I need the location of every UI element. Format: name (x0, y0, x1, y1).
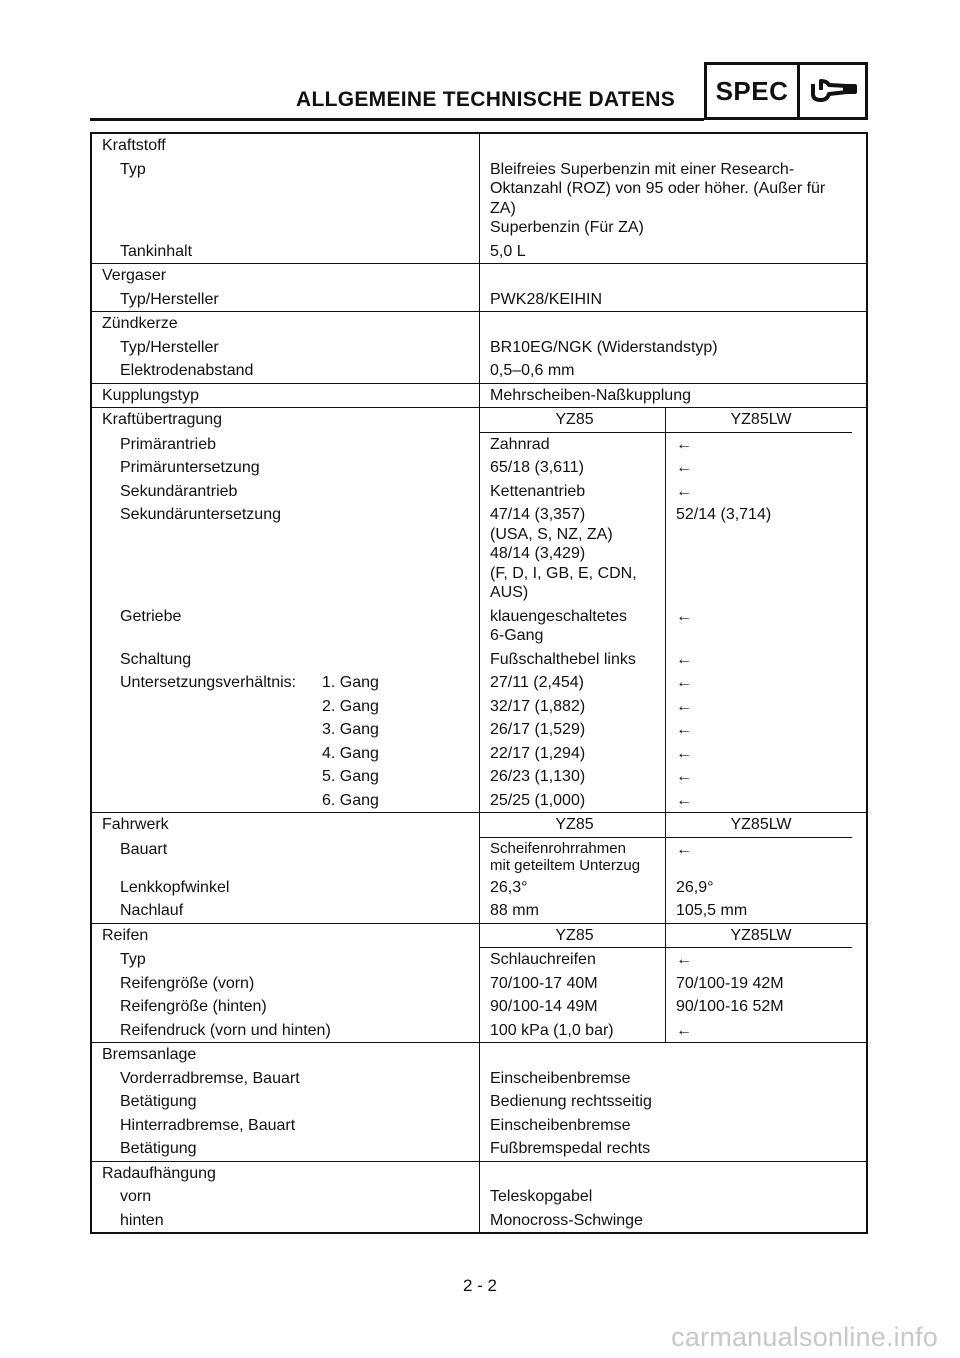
row-value: ← (676, 650, 692, 668)
group-label: Fahrwerk (92, 813, 480, 838)
row-value: 32/17 (1,882) (480, 695, 666, 719)
page-title: ALLGEMEINE TECHNISCHE DATENS (296, 88, 676, 111)
row-value: 105,5 mm (676, 902, 748, 919)
row-value: 65/18 (3,611) (480, 456, 666, 480)
spec-label: SPEC (707, 65, 800, 117)
group-label: Kraftübertragung (92, 408, 480, 433)
group-bremsanlage (92, 1043, 866, 1162)
watermark: carmanualsonline.info (671, 1322, 938, 1352)
row-label: Vorderradbremse, Bauart (92, 1067, 480, 1091)
row-value: ← (676, 607, 692, 625)
row-value: ← (676, 482, 692, 500)
spec-table (90, 132, 868, 1234)
row-value: 100 kPa (1,0 bar) (480, 1019, 666, 1043)
row-value: 90/100-14 49M (480, 995, 666, 1019)
row-value: Schlauchreifen (480, 948, 666, 972)
row-label: 6. Gang (92, 789, 480, 813)
row-value: ← (676, 840, 692, 858)
row-label: 4. Gang (92, 742, 480, 766)
group-vergaser (92, 264, 866, 312)
row-label: hinten (92, 1209, 480, 1233)
row-label: Typ (92, 158, 480, 240)
row-label: Sekundäruntersetzung (92, 503, 480, 605)
row-label: Betätigung (92, 1137, 480, 1161)
row-value: 22/17 (1,294) (480, 742, 666, 766)
row-value: 88 mm (480, 899, 666, 923)
row-value: 26/17 (1,529) (480, 718, 666, 742)
row-value: Kettenantrieb (480, 480, 666, 504)
group-label: Kraftstoff (92, 134, 480, 158)
group-kupplung (92, 384, 866, 409)
row-value: klauengeschaltetes 6-Gang (480, 605, 666, 648)
row-label: vorn (92, 1185, 480, 1209)
row-value: ← (676, 435, 692, 453)
row-label: Primäruntersetzung (92, 456, 480, 480)
row-value: ← (676, 721, 692, 738)
row-value: 27/11 (2,454) (480, 671, 666, 695)
row-value: ← (676, 459, 692, 476)
row-value: 26,3° (480, 876, 666, 900)
row-label: 2. Gang (92, 695, 480, 719)
row-label: Getriebe (92, 605, 480, 648)
row-value: BR10EG/NGK (Widerstandstyp) (490, 338, 718, 356)
row-value: ← (676, 951, 692, 968)
group-kraftstoff (92, 134, 866, 264)
row-value: Fußschalthebel links (480, 648, 666, 672)
group-label: Zündkerze (92, 312, 480, 336)
column-header: YZ85LW (666, 408, 852, 433)
row-label: Primärantrieb (92, 433, 480, 457)
group-label: Bremsanlage (92, 1043, 480, 1067)
row-value: 26/23 (1,130) (480, 765, 666, 789)
row-value: ← (676, 1021, 692, 1039)
row-value: 25/25 (1,000) (480, 789, 666, 813)
row-label: Typ/Hersteller (92, 336, 480, 360)
row-value: ← (676, 791, 692, 809)
row-label: Tankinhalt (92, 240, 480, 264)
wrench-icon (800, 65, 865, 117)
row-value: 47/14 (3,357) (USA, S, NZ, ZA) 48/14 (3,429) (F, D, I, GB, E, CDN, AUS) (480, 503, 666, 605)
row-label: Reifengröße (hinten) (92, 995, 480, 1019)
row-value: 26,9° (676, 878, 714, 896)
column-header: YZ85 (480, 813, 666, 838)
group-radaufhaengung (92, 1162, 866, 1233)
group-label: Reifen (92, 924, 480, 949)
column-header: YZ85 (480, 408, 666, 433)
row-value: Scheifenrohrrahmen mit geteiltem Unterzug (480, 838, 666, 876)
row-value: Teleskopgabel (490, 1188, 593, 1205)
row-value: 52/14 (3,714) (676, 506, 772, 523)
row-value: Fußbremspedal rechts (490, 1140, 651, 1157)
row-value: 70/100-19 42M (676, 974, 784, 992)
row-value: 70/100-17 40M (480, 972, 666, 996)
row-value: Mehrscheiben-Naßkupplung (490, 386, 691, 404)
row-value: 90/100-16 52M (676, 998, 784, 1015)
row-label: Elektrodenabstand (92, 359, 480, 383)
row-label: Schaltung (92, 648, 480, 672)
row-value: PWK28/KEIHIN (490, 290, 603, 308)
column-header: YZ85 (480, 924, 666, 949)
row-value: 0,5–0,6 mm (490, 362, 575, 379)
row-label: Untersetzungsverhältnis: 1. Gang (92, 671, 480, 695)
row-label: Betätigung (92, 1090, 480, 1114)
row-label: Nachlauf (92, 899, 480, 923)
group-reifen (92, 924, 866, 1044)
group-fahrwerk (92, 813, 866, 924)
group-kraftuebertragung (92, 408, 866, 813)
row-value: ← (676, 697, 692, 715)
row-value: Einscheibenbremse (490, 1069, 631, 1087)
page-number: 2 - 2 (462, 1276, 498, 1295)
row-label: Reifengröße (vorn) (92, 972, 480, 996)
row-value: Zahnrad (480, 433, 666, 457)
row-label: Lenkkopfwinkel (92, 876, 480, 900)
column-header: YZ85LW (666, 924, 852, 949)
fuel-type-value: Bleifreies Superbenzin mit einer Research- Oktanzahl (ROZ) von 95 oder höher. (Außer für ZA) Superbenzin (Für ZA) (490, 160, 826, 236)
row-label: 5. Gang (92, 765, 480, 789)
group-label: Vergaser (92, 264, 480, 288)
group-label: Kupplungstyp (92, 384, 480, 408)
row-label: Hinterradbremse, Bauart (92, 1114, 480, 1138)
row-value: Einscheibenbremse (490, 1116, 631, 1134)
row-value: ← (676, 768, 692, 785)
row-label: Typ (92, 948, 480, 972)
group-label: Radaufhängung (92, 1162, 480, 1186)
row-label: 3. Gang (92, 718, 480, 742)
row-value: 5,0 L (490, 242, 526, 260)
row-label: Typ/Hersteller (92, 288, 480, 312)
header-rule (90, 118, 704, 121)
row-value: ← (676, 744, 692, 762)
row-value: ← (676, 674, 692, 691)
row-label: Sekundärantrieb (92, 480, 480, 504)
row-value: Monocross-Schwinge (490, 1211, 643, 1229)
group-zuendkerze (92, 312, 866, 384)
row-label: Bauart (92, 838, 480, 876)
row-value: Bedienung rechtsseitig (490, 1093, 652, 1110)
row-label: Reifendruck (vorn und hinten) (92, 1019, 480, 1043)
spec-badge (704, 62, 868, 120)
column-header: YZ85LW (666, 813, 852, 838)
